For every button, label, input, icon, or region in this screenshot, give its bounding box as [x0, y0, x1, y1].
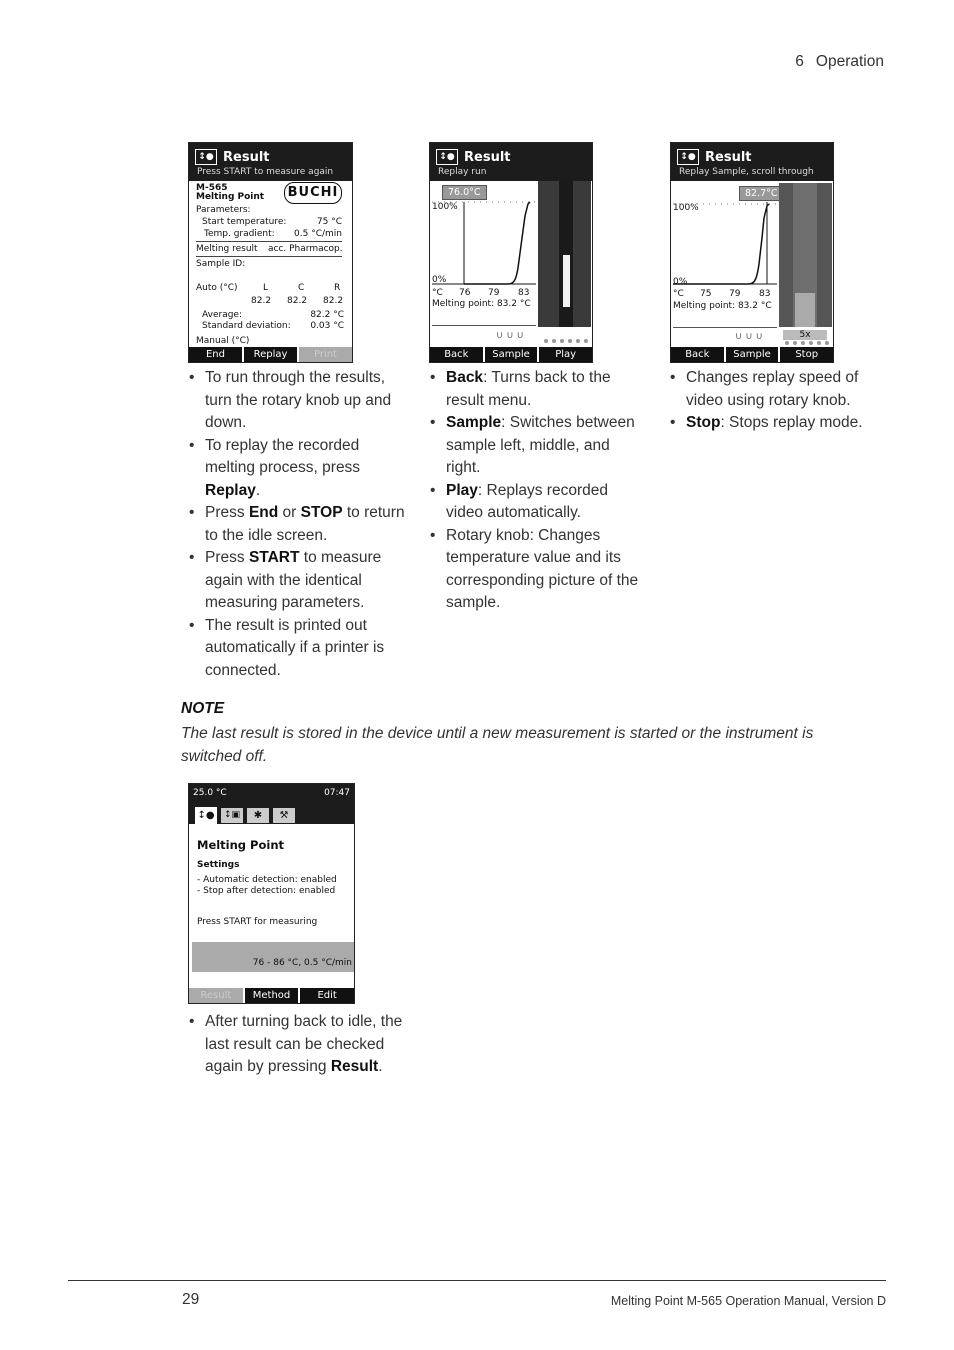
device-temperature: 25.0 °C	[193, 788, 227, 798]
list-item: • Play: Replays recorded video automatically.	[422, 480, 647, 525]
divider	[196, 241, 342, 242]
method-range: 76 - 86 °C, 0.5 °C/min	[252, 958, 352, 968]
model-label: M-565	[196, 183, 228, 193]
result-instructions-list	[181, 367, 406, 682]
sample-column	[795, 293, 815, 327]
replay-run-list	[422, 367, 647, 615]
note-text: The last result is stored in the device until a new measurement is started or the instrument is switched off.	[181, 725, 814, 765]
list-item: • Press End or STOP to return to the idle screen.	[181, 502, 406, 547]
sample-tube-icons: ∪∪∪	[496, 330, 527, 341]
result-screen	[188, 142, 353, 363]
gradient-label: Temp. gradient:	[204, 229, 275, 239]
buchi-logo: BUCHI	[284, 182, 342, 204]
wrench-icon: ⚒	[279, 810, 289, 821]
end-button[interactable]: End	[205, 349, 225, 360]
sample-column	[563, 255, 570, 307]
divider	[673, 327, 777, 328]
idle-instructions-list	[181, 1011, 406, 1079]
melting-curve	[673, 204, 769, 284]
melting-point-icon: ↕●	[195, 149, 217, 165]
melting-curve	[464, 202, 530, 284]
melting-point-icon: ↕●	[197, 810, 215, 821]
manual-label: Manual (°C)	[196, 336, 250, 346]
manual-title: Melting Point M-565 Operation Manual, Version D	[610, 1294, 886, 1308]
tab-settings[interactable]	[247, 808, 269, 823]
screen-title: Result	[705, 149, 752, 165]
replay-button[interactable]: Replay	[242, 347, 297, 362]
gear-icon: ✱	[253, 810, 263, 821]
y-top-label: 100%	[432, 202, 458, 212]
x-unit-label: °C	[432, 288, 443, 298]
stddev-label: Standard deviation:	[202, 321, 291, 331]
list-item: • After turning back to idle, the last result can be checked again by pressing Result.	[181, 1011, 406, 1079]
page-number: 29	[182, 1291, 200, 1308]
list-item: • Sample: Switches between sample left, middle, and right.	[422, 412, 647, 480]
tab-tools[interactable]	[273, 808, 295, 823]
sample-id-label: Sample ID:	[196, 259, 246, 269]
print-button[interactable]: Print	[297, 347, 352, 362]
back-button[interactable]: Back	[685, 349, 710, 360]
screen-subtitle: Replay Sample, scroll through	[679, 167, 814, 177]
sample-tube-icons: ∪∪∪	[735, 331, 766, 342]
chapter-header	[795, 53, 884, 71]
value-r: 82.2	[323, 296, 344, 306]
footer-rule	[68, 1280, 886, 1281]
melting-point-icon: ↕●	[677, 149, 699, 165]
samples-icon: ↕▣	[223, 810, 241, 820]
list-item: • Rotary knob: Changes temperature value and its corresponding picture of the sample.	[422, 525, 647, 615]
melting-result-label: Melting result	[196, 244, 258, 254]
parameters-label: Parameters:	[196, 205, 251, 215]
screen-subtitle: Press START to measure again	[197, 167, 334, 177]
result-button[interactable]: Result	[189, 988, 243, 1003]
speed-indicator: 5x	[783, 330, 827, 340]
x-tick: 79	[488, 288, 500, 298]
col-l: L	[263, 283, 269, 293]
x-tick: 75	[700, 289, 712, 299]
softkey-bar	[189, 988, 354, 1003]
divider	[432, 325, 536, 326]
stop-button[interactable]: Stop	[778, 347, 833, 362]
mode-label: Melting Point	[196, 192, 265, 202]
melting-point-value: Melting point: 83.2 °C	[673, 301, 772, 311]
y-top-label: 100%	[673, 203, 699, 213]
sample-video-frame	[538, 181, 591, 327]
softkey-bar	[430, 347, 592, 362]
list-item: • Stop: Stops replay mode.	[662, 412, 892, 435]
col-c: C	[298, 283, 305, 293]
divider	[196, 256, 342, 257]
value-c: 82.2	[287, 296, 308, 306]
gradient-value: 0.5 °C/min	[294, 229, 342, 239]
list-item: • The result is printed out automatically if a printer is connected.	[181, 615, 406, 683]
temperature-badge: 76.0°C	[442, 185, 487, 200]
x-tick: 76	[459, 288, 471, 298]
auto-label: Auto (°C)	[196, 283, 238, 293]
sample-button[interactable]: Sample	[483, 347, 538, 362]
softkey-bar	[189, 347, 352, 362]
y-bottom-label: 0%	[673, 277, 688, 287]
melting-point-value: Melting point: 83.2 °C	[432, 299, 531, 309]
y-bottom-label: 0%	[432, 275, 447, 285]
x-tick: 83	[518, 288, 530, 298]
setting-line: - Stop after detection: enabled	[197, 886, 336, 896]
start-prompt: Press START for measuring	[197, 917, 318, 927]
screen-title: Result	[464, 149, 511, 165]
progress-dots	[544, 339, 588, 347]
list-item: • To replay the recorded melting process, press Replay.	[181, 435, 406, 503]
list-item: • To run through the results, turn the rotary knob up and down.	[181, 367, 406, 435]
list-item: • Press START to measure again with the identical measuring parameters.	[181, 547, 406, 615]
method-button[interactable]: Method	[243, 988, 299, 1003]
softkey-bar	[671, 347, 833, 362]
sample-video-frame	[779, 183, 832, 327]
x-unit-label: °C	[673, 289, 684, 299]
chapter-title: Operation	[815, 53, 884, 70]
setting-line: - Automatic detection: enabled	[197, 875, 337, 885]
melting-result-value: acc. Pharmacop.	[268, 244, 343, 254]
value-l: 82.2	[251, 296, 272, 306]
screen-header	[430, 143, 592, 181]
play-button[interactable]: Play	[537, 347, 592, 362]
replay-sample-screen	[670, 142, 834, 363]
screen-header	[671, 143, 833, 181]
list-item: • Back: Turns back to the result menu.	[422, 367, 647, 412]
back-button[interactable]: Back	[444, 349, 469, 360]
col-r: R	[334, 283, 341, 293]
x-tick: 83	[759, 289, 771, 299]
list-item: • Changes replay speed of video using rotary knob.	[662, 367, 892, 412]
settings-label: Settings	[197, 860, 240, 870]
replay-run-screen	[429, 142, 593, 363]
device-time: 07:47	[324, 788, 350, 798]
melting-point-icon: ↕●	[436, 149, 458, 165]
chapter-number: 6	[795, 53, 804, 70]
replay-sample-list	[662, 367, 892, 435]
note-heading: NOTE	[181, 700, 225, 717]
x-tick: 79	[729, 289, 741, 299]
start-temp-label: Start temperature:	[202, 217, 287, 227]
stddev-value: 0.03 °C	[310, 321, 344, 331]
average-label: Average:	[202, 310, 242, 320]
idle-screen	[188, 783, 355, 1004]
temperature-badge: 82.7°C	[739, 186, 784, 201]
idle-title: Melting Point	[197, 838, 285, 852]
average-value: 82.2 °C	[310, 310, 344, 320]
tab-melting-point[interactable]	[195, 807, 217, 824]
edit-button[interactable]: Edit	[298, 988, 354, 1003]
tab-samples[interactable]	[221, 808, 243, 823]
sample-button[interactable]: Sample	[724, 347, 779, 362]
start-temp-value: 75 °C	[316, 217, 342, 227]
screen-title: Result	[223, 149, 270, 165]
screen-header	[189, 143, 352, 181]
screen-subtitle: Replay run	[438, 167, 487, 177]
